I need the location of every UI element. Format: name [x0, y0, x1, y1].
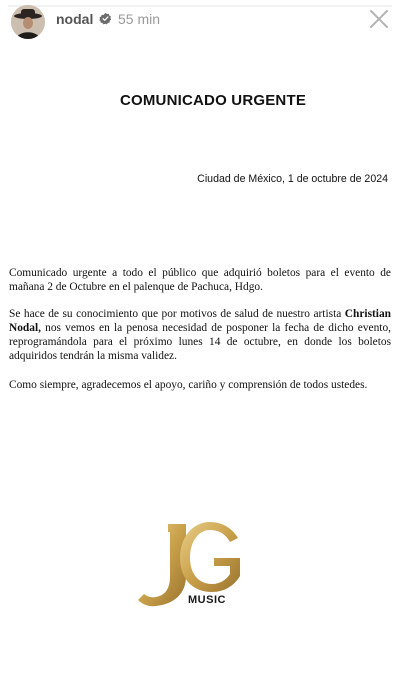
avatar-image [11, 5, 45, 39]
verified-badge-icon [99, 12, 112, 25]
close-icon[interactable] [368, 8, 390, 30]
letter-title: COMUNICADO URGENTE [119, 92, 307, 109]
story-username[interactable]: nodal [56, 11, 94, 27]
paragraph-2-end: nos vemos en la penosa necesidad de posponer la fecha de dicho evento, reprogramándola para el próximo lunes 14 de octubre, en donde los boletos adquiridos tendrán la misma validez. [9, 322, 391, 362]
letter-paragraph-1: Comunicado urgente a todo el público que adquirió boletos para el evento de mañana 2 de Octubre en el palenque de Pachuca, Hdgo. [9, 267, 391, 293]
letter-date-line: Ciudad de México, 1 de octubre de 2024 [197, 173, 388, 185]
story-time-ago: 55 min [118, 11, 161, 27]
logo-music-word: MUSIC [188, 594, 226, 606]
avatar[interactable] [11, 5, 45, 39]
letter-paragraph-2 [9, 307, 391, 363]
artist-name: Christian Nodal, [9, 308, 391, 334]
story-header [0, 0, 400, 40]
letter-paragraph-3: Como siempre, agradecemos el apoyo, cariño y comprensión de todos ustedes. [9, 379, 368, 391]
paragraph-2-start: Se hace de su conocimiento que por motivos de salud de nuestro artista [9, 308, 345, 320]
